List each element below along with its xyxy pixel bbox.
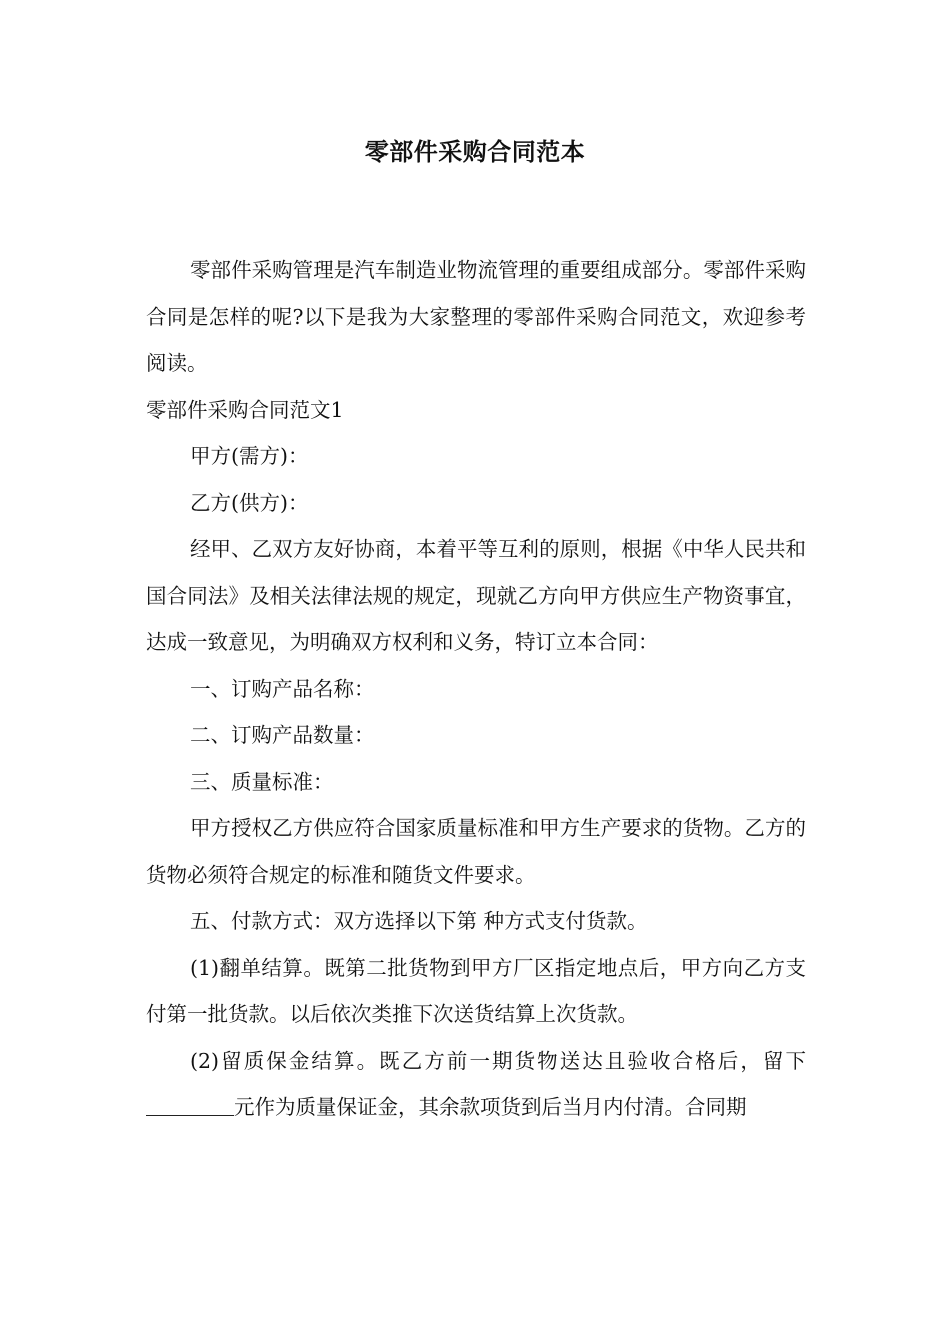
- section-heading: 零部件采购合同范文1: [146, 397, 344, 422]
- clause-product-name: 一、订购产品名称：: [190, 676, 375, 701]
- intro-paragraph: 零部件采购管理是汽车制造业物流管理的重要组成部分。零部件采购合同是怎样的呢?以下是我为大家整理的零部件采购合同范文，欢迎参考阅读。: [146, 258, 806, 375]
- party-b-line: 乙方(供方)：: [190, 490, 309, 515]
- document-body: [146, 247, 806, 1131]
- preamble-paragraph: 经甲、乙双方友好协商，本着平等互利的原则，根据《中华人民共和国合同法》及相关法律法规的规定，现就乙方向甲方供应生产物资事宜，达成一致意见，为明确双方权利和义务，特订立本合同：: [146, 537, 806, 654]
- payment-option-2-head: (2)留质保金结算。既乙方前一期货物送达且验收合格后，留下: [190, 1048, 806, 1073]
- payment-option-1: (1)翻单结算。既第二批货物到甲方厂区指定地点后，甲方向乙方支付第一批货款。以后依次类推下次送货结算上次货款。: [146, 955, 806, 1026]
- quality-paragraph: 甲方授权乙方供应符合国家质量标准和甲方生产要求的货物。乙方的货物必须符合规定的标准和随货文件要求。: [146, 816, 806, 887]
- payment-option-2: [146, 1038, 806, 1131]
- clause-payment-method: 五、付款方式：双方选择以下第 种方式支付货款。: [190, 909, 648, 933]
- clause-product-quantity: 二、订购产品数量：: [190, 723, 375, 747]
- payment-option-2-tail: 元作为质量保证金，其余款项货到后当月内付清。合同期: [234, 1095, 747, 1119]
- document-title: 零部件采购合同范本: [364, 138, 586, 166]
- party-a-line: 甲方(需方)：: [190, 444, 309, 468]
- blank-amount-field: [146, 1093, 234, 1116]
- clause-quality-standard: 三、质量标准：: [190, 769, 334, 794]
